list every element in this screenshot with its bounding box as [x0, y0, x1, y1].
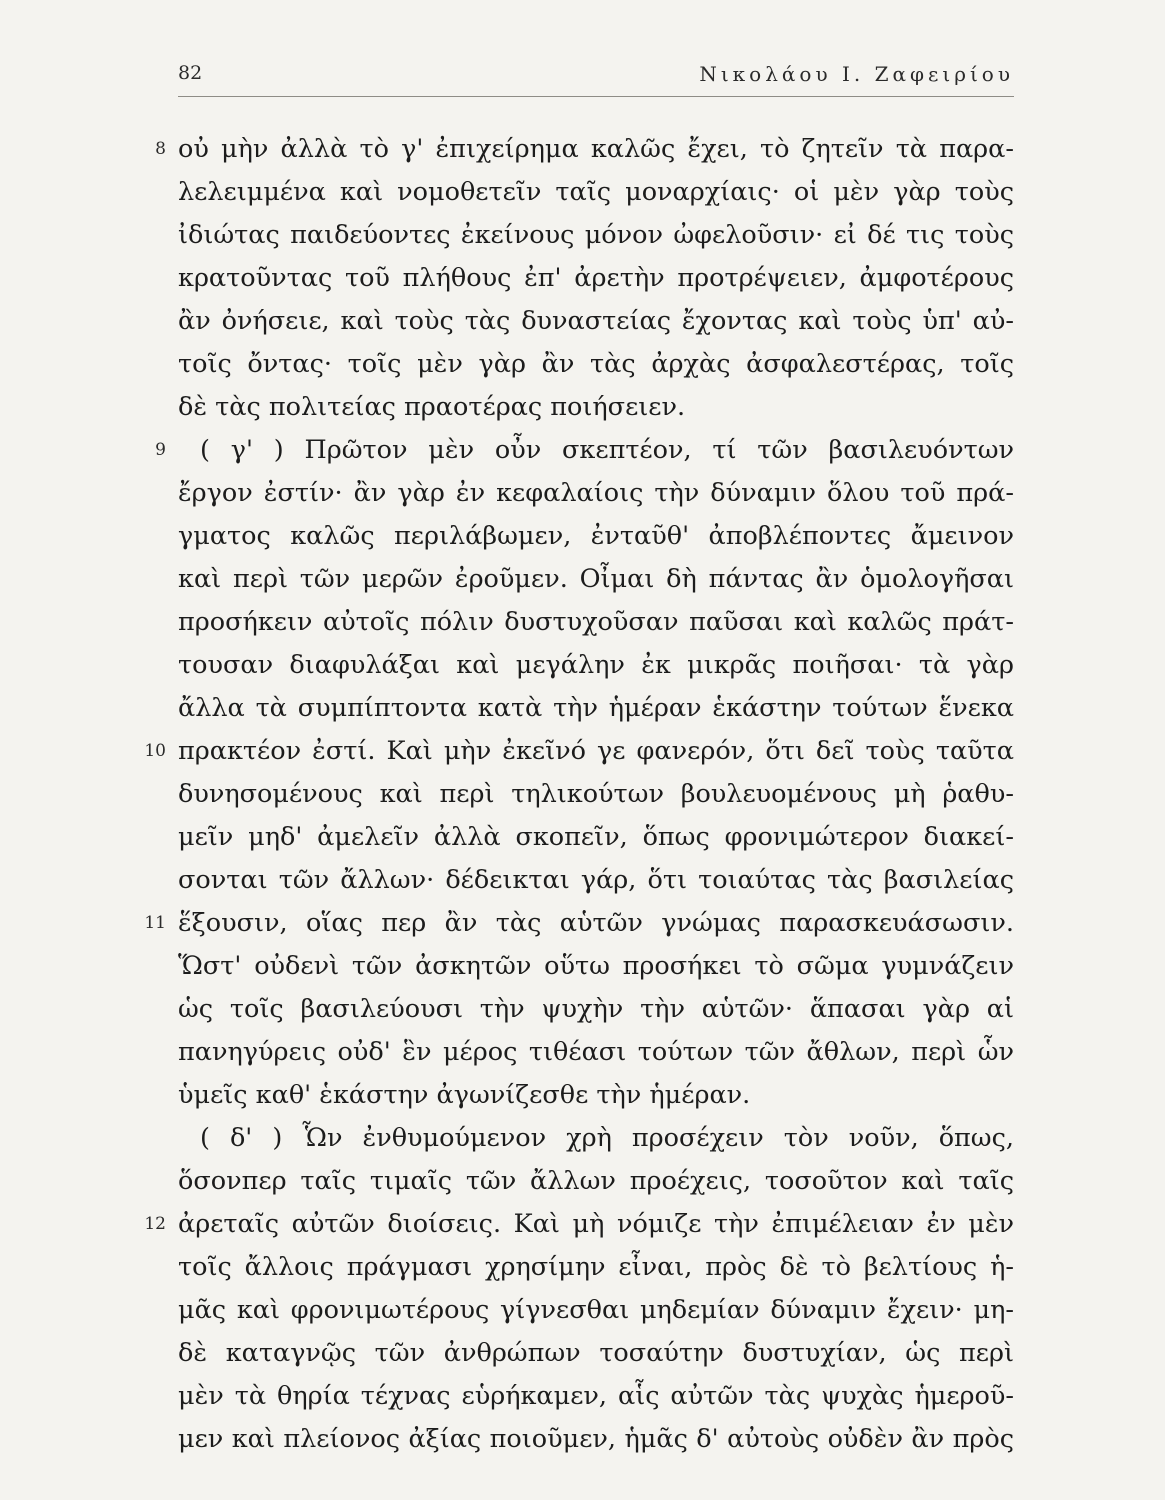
section-number-9: 9 [155, 440, 166, 460]
text-line-31: μεν καὶ πλείονος ἀξίας ποιοῦμεν, ἡμᾶς δ' αὐτοὺς οὐδὲν ἂν πρὸς [178, 1424, 1014, 1454]
section-number-10: 10 [144, 741, 166, 761]
text-line-26: ἀρεταῖς αὐτῶν διοίσεις. Καὶ μὴ νόμιζε τὴν ἐπιμέλειαν ἐν μὲν [178, 1209, 1014, 1239]
text-line-19: ἕξουσιν, οἵας περ ἂν τὰς αὑτῶν γνώμας παρασκευάσωσιν. [178, 908, 1014, 938]
text-line-20: Ὥστ' οὐδενὶ τῶν ἀσκητῶν οὕτω προσήκει τὸ σῶμα γυμνάζειν [178, 951, 1014, 981]
text-line-27: τοῖς ἄλλοις πράγμασι χρησίμην εἶναι, πρὸς δὲ τὸ βελτίους ἡ- [178, 1252, 1014, 1282]
text-line-7: δὲ τὰς πολιτείας πραοτέρας ποιήσειεν. [178, 392, 686, 422]
text-line-1: οὐ μὴν ἀλλὰ τὸ γ' ἐπιχείρημα καλῶς ἔχει, τὸ ζητεῖν τὰ παρα- [178, 134, 1014, 164]
text-line-16: δυνησομένους καὶ περὶ τηλικούτων βουλευομένους μὴ ῥαθυ- [178, 779, 1014, 809]
section-number-12: 12 [144, 1214, 166, 1234]
text-line-15: πρακτέον ἐστί. Καὶ μὴν ἐκεῖνό γε φανερόν, ὅτι δεῖ τοὺς ταῦτα [178, 736, 1014, 766]
text-line-30: μὲν τὰ θηρία τέχνας εὑρήκαμεν, αἷς αὐτῶν τὰς ψυχὰς ἡμεροῦ- [178, 1381, 1014, 1411]
text-line-6: τοῖς ὄντας· τοῖς μὲν γὰρ ἂν τὰς ἀρχὰς ἀσφαλεστέρας, τοῖς [178, 349, 1014, 379]
section-number-8: 8 [155, 139, 166, 159]
text-line-25: ὅσονπερ ταῖς τιμαῖς τῶν ἄλλων προέχεις, τοσοῦτον καὶ ταῖς [178, 1166, 1014, 1196]
text-line-3: ἰδιώτας παιδεύοντες ἐκείνους μόνον ὠφελοῦσιν· εἰ δέ τις τοὺς [178, 220, 1014, 250]
running-head: Νικολάου Ι. Ζαφειρίου [699, 62, 1014, 86]
text-line-10: γματος καλῶς περιλάβωμεν, ἐνταῦθ' ἀποβλέποντες ἄμεινον [178, 521, 1014, 551]
text-line-4: κρατοῦντας τοῦ πλήθους ἐπ' ἀρετὴν προτρέψειεν, ἀμφοτέρους [178, 263, 1014, 293]
text-line-13: τουσαν διαφυλάξαι καὶ μεγάλην ἐκ μικρᾶς ποιῆσαι· τὰ γὰρ [178, 650, 1014, 680]
section-number-11: 11 [144, 913, 166, 933]
text-line-5: ἂν ὀνήσειε, καὶ τοὺς τὰς δυναστείας ἔχοντας καὶ τοὺς ὑπ' αὐ- [178, 306, 1014, 336]
text-line-2: λελειμμένα καὶ νομοθετεῖν ταῖς μοναρχίαις· οἱ μὲν γὰρ τοὺς [178, 177, 1014, 207]
text-line-11: καὶ περὶ τῶν μερῶν ἐροῦμεν. Οἶμαι δὴ πάντας ἂν ὁμολογῆσαι [178, 564, 1014, 594]
text-line-21: ὡς τοῖς βασιλεύουσι τὴν ψυχὴν τὴν αὑτῶν· ἅπασαι γὰρ αἱ [178, 994, 1014, 1024]
text-line-24: ( δ' ) Ὧν ἐνθυμούμενον χρὴ προσέχειν τὸν νοῦν, ὅπως, [200, 1123, 1014, 1153]
text-line-18: σονται τῶν ἄλλων· δέδεικται γάρ, ὅτι τοιαύτας τὰς βασιλείας [178, 865, 1014, 895]
text-line-9: ἔργον ἐστίν· ἂν γὰρ ἐν κεφαλαίοις τὴν δύναμιν ὅλου τοῦ πρά- [178, 478, 1014, 508]
text-line-12: προσήκειν αὐτοῖς πόλιν δυστυχοῦσαν παῦσαι καὶ καλῶς πράτ- [178, 607, 1014, 637]
page-header [178, 62, 1014, 97]
text-line-17: μεῖν μηδ' ἀμελεῖν ἀλλὰ σκοπεῖν, ὅπως φρονιμώτερον διακεί- [178, 822, 1014, 852]
text-line-22: πανηγύρεις οὐδ' ἓν μέρος τιθέασι τούτων τῶν ἄθλων, περὶ ὧν [178, 1037, 1014, 1067]
text-line-8: ( γ' ) Πρῶτον μὲν οὖν σκεπτέον, τί τῶν βασιλευόντων [200, 435, 1014, 465]
text-line-28: μᾶς καὶ φρονιμωτέρους γίγνεσθαι μηδεμίαν δύναμιν ἔχειν· μη- [178, 1295, 1014, 1325]
text-line-14: ἄλλα τὰ συμπίπτοντα κατὰ τὴν ἡμέραν ἑκάστην τούτων ἕνεκα [178, 693, 1014, 723]
text-line-29: δὲ καταγνῷς τῶν ἀνθρώπων τοσαύτην δυστυχίαν, ὡς περὶ [178, 1338, 1014, 1368]
text-line-23: ὑμεῖς καθ' ἑκάστην ἀγωνίζεσθε τὴν ἡμέραν. [178, 1080, 751, 1110]
page-number: 82 [178, 62, 203, 84]
